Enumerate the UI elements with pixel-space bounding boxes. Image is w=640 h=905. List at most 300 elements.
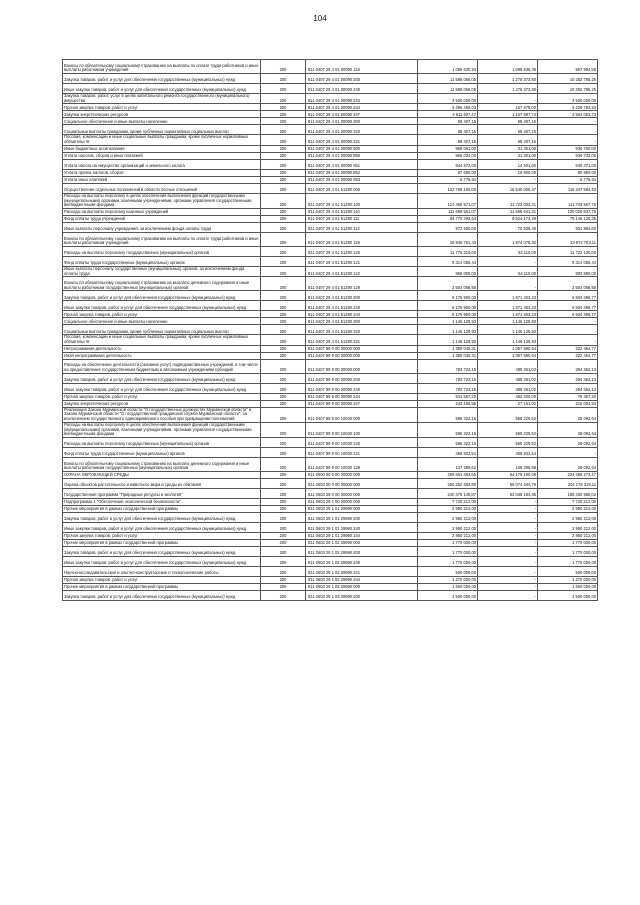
row-executed-cell: 1 146 128,93 bbox=[478, 318, 538, 325]
row-name-cell: Охрана объектов растительного и животного мира и среды их обитания bbox=[63, 478, 261, 488]
row-kbk-cell: 811 0407 29 4 01 00090 800 bbox=[306, 145, 418, 152]
row-kbk-cell: 811 0407 99 9 00 10040 100 bbox=[306, 422, 418, 437]
row-unexecuted-cell: 80 880,00 bbox=[538, 169, 598, 176]
row-executed-cell: 1 275 373,80 bbox=[478, 74, 538, 84]
row-executed-cell: 16 800,00 bbox=[478, 169, 538, 176]
row-code-cell: 200 bbox=[261, 447, 306, 457]
row-unexecuted-cell: 936 733,00 bbox=[538, 152, 598, 159]
row-unexecuted-cell: 234 486 273,47 bbox=[538, 471, 598, 478]
row-name-cell: Социальные выплаты гражданам, кроме публичных нормативных социальных выплат bbox=[63, 125, 261, 135]
row-executed-cell: 9 624 173,29 bbox=[478, 215, 538, 222]
row-code-cell: 200 bbox=[261, 232, 306, 246]
row-name-cell: Научно-исследовательские и опытно-конструкторские и технологические работы bbox=[63, 566, 261, 576]
row-code-cell: 200 bbox=[261, 311, 306, 318]
row-name-cell: Закупка энергетических ресурсов bbox=[63, 400, 261, 407]
row-executed-cell: 568 229,52 bbox=[478, 422, 538, 437]
table-row bbox=[63, 118, 598, 125]
table-row bbox=[63, 335, 598, 345]
table-row bbox=[63, 232, 598, 246]
row-approved-cell: 1 770 000,00 bbox=[418, 546, 478, 556]
row-code-cell: 200 bbox=[261, 576, 306, 583]
row-kbk-cell: 811 0603 29 1 02 29990 241 bbox=[306, 566, 418, 576]
row-kbk-cell: 811 0407 29 4 01 00090 853 bbox=[306, 176, 418, 183]
row-kbk-cell: 811 0407 29 4 01 00090 851 bbox=[306, 159, 418, 169]
row-kbk-cell: 811 0600 00 0 00 00000 000 bbox=[306, 471, 418, 478]
row-unexecuted-cell: 3 228 784,53 bbox=[538, 104, 598, 111]
table-row bbox=[63, 125, 598, 135]
row-name-cell: Уплата налогов, сборов и иных платежей bbox=[63, 152, 261, 159]
row-code-cell: 200 bbox=[261, 176, 306, 183]
row-executed-cell: - bbox=[478, 566, 538, 576]
table-row bbox=[63, 84, 598, 94]
table-row bbox=[63, 111, 598, 118]
row-unexecuted-cell: 28 092,64 bbox=[538, 437, 598, 447]
row-approved-cell: 596 322,16 bbox=[418, 422, 478, 437]
row-unexecuted-cell: 23 972 703,11 bbox=[538, 232, 598, 246]
row-unexecuted-cell: 6 504 496,77 bbox=[538, 301, 598, 311]
row-executed-cell: 11 668 641,31 bbox=[478, 208, 538, 215]
row-executed-cell: - bbox=[478, 176, 538, 183]
row-approved-cell: 68 407,15 bbox=[418, 125, 478, 135]
row-approved-cell: 1 770 000,00 bbox=[418, 556, 478, 566]
row-code-cell: 200 bbox=[261, 152, 306, 159]
row-name-cell: Социальные выплаты гражданам, кроме публичных нормативных социальных выплат bbox=[63, 325, 261, 335]
row-name-cell: Фонд оплаты труда учреждений bbox=[63, 215, 261, 222]
row-kbk-cell: 811 0407 29 4 01 51290 120 bbox=[306, 246, 418, 256]
row-executed-cell: 1 671 403,23 bbox=[478, 311, 538, 318]
row-name-cell: Закупка энергетических ресурсов bbox=[63, 111, 261, 118]
table-row bbox=[63, 505, 598, 512]
row-approved-cell: 25 946 781,43 bbox=[418, 232, 478, 246]
row-approved-cell: 968 061,00 bbox=[418, 145, 478, 152]
row-approved-cell: 2 504 068,56 bbox=[418, 277, 478, 291]
table-row bbox=[63, 266, 598, 276]
table-row bbox=[63, 169, 598, 176]
row-code-cell: 200 bbox=[261, 335, 306, 345]
row-code-cell: 200 bbox=[261, 457, 306, 471]
table-row bbox=[63, 532, 598, 539]
row-executed-cell: 14 501,00 bbox=[478, 159, 538, 169]
row-code-cell: 200 bbox=[261, 145, 306, 152]
row-code-cell: 200 bbox=[261, 393, 306, 400]
row-executed-cell: - bbox=[478, 539, 538, 546]
table-row bbox=[63, 208, 598, 215]
row-name-cell: ОХРАНА ОКРУЖАЮЩЕЙ СРЕДЫ bbox=[63, 471, 261, 478]
row-executed-cell: 70 535,40 bbox=[478, 222, 538, 232]
row-name-cell: Иные закупки товаров, работ и услуг для обеспечения государственных (муниципальных) нужд bbox=[63, 84, 261, 94]
row-approved-cell: 298 661 463,55 bbox=[418, 471, 478, 478]
row-code-cell: 200 bbox=[261, 546, 306, 556]
row-approved-cell: 8 175 900,00 bbox=[418, 291, 478, 301]
table-row bbox=[63, 291, 598, 301]
row-executed-cell: - bbox=[478, 256, 538, 266]
row-name-cell: Закупка товаров, работ и услуг для обеспечения государственных (муниципальных) нужд bbox=[63, 291, 261, 301]
row-name-cell: Взносы по обязательному социальному страхованию на выплаты по оплате труда работников и иные выплаты работникам учреждений bbox=[63, 232, 261, 246]
row-approved-cell: 1 056 630,94 bbox=[418, 60, 478, 74]
row-unexecuted-cell: 28 092,64 bbox=[538, 422, 598, 437]
row-kbk-cell: 811 0407 29 4 01 00090 321 bbox=[306, 135, 418, 145]
row-approved-cell: 68 407,15 bbox=[418, 118, 478, 125]
table-row bbox=[63, 437, 598, 447]
table-row bbox=[63, 590, 598, 600]
row-unexecuted-cell: 8 314 055,44 bbox=[538, 256, 598, 266]
table-row bbox=[63, 393, 598, 400]
row-unexecuted-cell: 215 004,93 bbox=[538, 400, 598, 407]
row-name-cell: Иная непрограммная деятельность bbox=[63, 352, 261, 359]
row-executed-cell: 31 301,00 bbox=[478, 152, 538, 159]
row-kbk-cell: 811 0407 29 4 01 51290 321 bbox=[306, 335, 418, 345]
row-kbk-cell: 811 0407 29 4 01 51290 200 bbox=[306, 291, 418, 301]
row-name-cell: Закупка товаров, работ и услуг для обеспечения государственных (муниципальных) нужд bbox=[63, 590, 261, 600]
row-code-cell: 200 bbox=[261, 193, 306, 208]
row-name-cell: Прочая закупка товаров, работ и услуг bbox=[63, 393, 261, 400]
row-unexecuted-cell: 75 146 120,35 bbox=[538, 215, 598, 222]
row-kbk-cell: 811 0407 29 4 01 51290 300 bbox=[306, 318, 418, 325]
row-executed-cell: 11 723 003,31 bbox=[478, 193, 538, 208]
row-kbk-cell: 811 0603 29 1 02 29990 244 bbox=[306, 576, 418, 583]
row-executed-cell: 489 361,02 bbox=[478, 359, 538, 373]
row-approved-cell: 1 146 128,93 bbox=[418, 335, 478, 345]
row-kbk-cell: 811 0603 29 1 01 29990 240 bbox=[306, 522, 418, 532]
row-code-cell: 200 bbox=[261, 256, 306, 266]
row-code-cell: 200 bbox=[261, 60, 306, 74]
table-row bbox=[63, 447, 598, 457]
row-code-cell: 200 bbox=[261, 505, 306, 512]
row-unexecuted-cell: 188 430 965,02 bbox=[538, 488, 598, 498]
row-code-cell: 200 bbox=[261, 135, 306, 145]
row-approved-cell: 5 778,64 bbox=[418, 176, 478, 183]
row-unexecuted-cell: 28 092,64 bbox=[538, 407, 598, 422]
row-kbk-cell: 811 0603 29 1 01 29990 244 bbox=[306, 532, 418, 539]
row-unexecuted-cell: 204 178 319,11 bbox=[538, 478, 598, 488]
row-name-cell: Расходы на выплаты персоналу казенных учреждений bbox=[63, 208, 261, 215]
row-code-cell: 200 bbox=[261, 590, 306, 600]
row-kbk-cell: 811 0407 29 4 01 00090 850 bbox=[306, 152, 418, 159]
row-unexecuted-cell: 1 770 000,00 bbox=[538, 546, 598, 556]
row-executed-cell: 27 161,02 bbox=[478, 400, 538, 407]
row-code-cell: 200 bbox=[261, 359, 306, 373]
row-executed-cell: - bbox=[478, 277, 538, 291]
row-name-cell: Прочая закупка товаров, работ и услуг bbox=[63, 576, 261, 583]
row-approved-cell: 844 872,00 bbox=[418, 159, 478, 169]
row-executed-cell: - bbox=[478, 576, 538, 583]
row-code-cell: 200 bbox=[261, 222, 306, 232]
row-code-cell: 200 bbox=[261, 266, 306, 276]
row-kbk-cell: 811 0407 29 4 01 51290 320 bbox=[306, 325, 418, 335]
row-kbk-cell: 811 0407 29 4 01 00090 240 bbox=[306, 84, 418, 94]
row-name-cell: Подпрограмма 1 "Обеспечение экологической безопасности" bbox=[63, 498, 261, 505]
row-unexecuted-cell: 294 362,13 bbox=[538, 373, 598, 383]
table-row bbox=[63, 539, 598, 546]
row-unexecuted-cell: 2 950 212,00 bbox=[538, 505, 598, 512]
row-kbk-cell: 811 0407 99 9 00 00090 000 bbox=[306, 359, 418, 373]
table-row bbox=[63, 576, 598, 583]
budget-execution-table bbox=[62, 59, 598, 601]
row-executed-cell: 1 146 128,93 bbox=[478, 325, 538, 335]
row-executed-cell: 489 361,02 bbox=[478, 383, 538, 393]
row-approved-cell: 11 598 066,05 bbox=[418, 84, 478, 94]
table-row bbox=[63, 488, 598, 498]
row-name-cell: Взносы по обязательному социальному страхованию на выплаты денежного содержания и иные выплаты работникам государственных (муниципальных) органов bbox=[63, 457, 261, 471]
row-kbk-cell: 811 0407 29 4 01 51290 000 bbox=[306, 183, 418, 193]
row-executed-cell: 31 301,00 bbox=[478, 145, 538, 152]
table-row bbox=[63, 277, 598, 291]
table-row bbox=[63, 556, 598, 566]
table-row bbox=[63, 135, 598, 145]
row-unexecuted-cell: - bbox=[538, 118, 598, 125]
row-code-cell: 200 bbox=[261, 291, 306, 301]
row-unexecuted-cell: 830 371,00 bbox=[538, 159, 598, 169]
row-code-cell: 200 bbox=[261, 325, 306, 335]
row-unexecuted-cell: - bbox=[538, 318, 598, 325]
table-row bbox=[63, 407, 598, 422]
table-row bbox=[63, 159, 598, 169]
row-name-cell: Иные закупки товаров, работ и услуг для обеспечения государственных (муниципальных) нужд bbox=[63, 383, 261, 393]
row-code-cell: 200 bbox=[261, 94, 306, 104]
row-approved-cell: 783 723,15 bbox=[418, 373, 478, 383]
table-row bbox=[63, 152, 598, 159]
row-approved-cell: 3 500 000,00 bbox=[418, 94, 478, 104]
row-kbk-cell: 811 0603 00 0 00 00000 000 bbox=[306, 478, 418, 488]
row-code-cell: 200 bbox=[261, 352, 306, 359]
row-name-cell: Закупка товаров, работ и услуг для обеспечения государственных (муниципальных) нужд bbox=[63, 373, 261, 383]
row-unexecuted-cell: 1 270 000,00 bbox=[538, 576, 598, 583]
table-row bbox=[63, 457, 598, 471]
row-name-cell: Закупка товаров, работ и услуг для обеспечения государственных (муниципальных) нужд bbox=[63, 74, 261, 84]
table-body bbox=[63, 60, 598, 601]
row-kbk-cell: 811 0407 29 4 01 00090 300 bbox=[306, 118, 418, 125]
table-row bbox=[63, 256, 598, 266]
row-executed-cell: 568 229,52 bbox=[478, 437, 538, 447]
row-approved-cell: 2 950 212,00 bbox=[418, 522, 478, 532]
row-kbk-cell: 811 0407 99 9 00 10040 121 bbox=[306, 447, 418, 457]
row-unexecuted-cell: - bbox=[538, 447, 598, 457]
row-code-cell: 200 bbox=[261, 539, 306, 546]
row-executed-cell: - bbox=[478, 556, 538, 566]
row-unexecuted-cell: 10 282 795,25 bbox=[538, 84, 598, 94]
row-code-cell: 200 bbox=[261, 111, 306, 118]
row-kbk-cell: 811 0407 29 4 01 00090 119 bbox=[306, 60, 418, 74]
row-approved-cell: 783 723,15 bbox=[418, 359, 478, 373]
row-code-cell: 200 bbox=[261, 215, 306, 222]
table-row bbox=[63, 145, 598, 152]
row-approved-cell: 4 611 607,47 bbox=[418, 111, 478, 118]
row-kbk-cell: 811 0603 29 1 03 29990 000 bbox=[306, 583, 418, 590]
table-row bbox=[63, 193, 598, 208]
row-name-cell: Реализация Закона Мурманской области "О государственных должностях Мурманской области" и Закона Мурманской области "О государственной гражданской службе Мурманской области", за исключением государственного единовременного пособия при прекращении полномочий bbox=[63, 407, 261, 422]
row-code-cell: 200 bbox=[261, 522, 306, 532]
row-executed-cell: 568 229,52 bbox=[478, 407, 538, 422]
table-row bbox=[63, 60, 598, 74]
row-code-cell: 200 bbox=[261, 583, 306, 590]
table-row bbox=[63, 183, 598, 193]
row-executed-cell: - bbox=[478, 546, 538, 556]
row-approved-cell: 1 770 000,00 bbox=[418, 539, 478, 546]
row-unexecuted-cell: 2 950 212,00 bbox=[538, 522, 598, 532]
table-row bbox=[63, 345, 598, 352]
row-code-cell: 200 bbox=[261, 383, 306, 393]
row-name-cell: Уплата прочих налогов, сборов bbox=[63, 169, 261, 176]
row-unexecuted-cell: 1 500 000,00 bbox=[538, 583, 598, 590]
row-approved-cell: 958 000,00 bbox=[418, 266, 478, 276]
row-executed-cell: 54 110,00 bbox=[478, 266, 538, 276]
table-row bbox=[63, 311, 598, 318]
row-unexecuted-cell: - bbox=[538, 325, 598, 335]
row-unexecuted-cell: 3 500 000,00 bbox=[538, 94, 598, 104]
row-approved-cell: 2 950 212,00 bbox=[418, 532, 478, 539]
row-approved-cell: 123 466 571,07 bbox=[418, 193, 478, 208]
row-kbk-cell: 811 0407 29 4 01 00090 244 bbox=[306, 104, 418, 111]
row-name-cell: Расходы на выплаты персоналу в целях обеспечения выполнения функций государственными (муниципальными) органами, казенными учреждениями, органами управления государственными внебюджетными фондами bbox=[63, 422, 261, 437]
row-approved-cell: 11 598 066,05 bbox=[418, 74, 478, 84]
row-code-cell: 200 bbox=[261, 183, 306, 193]
row-executed-cell: 1 671 403,23 bbox=[478, 301, 538, 311]
table-row bbox=[63, 318, 598, 325]
row-approved-cell: 8 175 900,00 bbox=[418, 301, 478, 311]
row-unexecuted-cell: 3 504 053,73 bbox=[538, 111, 598, 118]
row-unexecuted-cell: 6 504 496,77 bbox=[538, 311, 598, 318]
row-kbk-cell: 811 0407 99 9 00 10040 120 bbox=[306, 437, 418, 447]
row-unexecuted-cell: 7 720 212,00 bbox=[538, 498, 598, 505]
row-executed-cell: 167 675,00 bbox=[478, 104, 538, 111]
row-unexecuted-cell: 322 454,77 bbox=[538, 345, 598, 352]
row-code-cell: 200 bbox=[261, 512, 306, 522]
row-approved-cell: 260 252 693,90 bbox=[418, 478, 478, 488]
row-kbk-cell: 811 0603 29 0 00 00000 000 bbox=[306, 488, 418, 498]
row-name-cell: Прочие мероприятия в рамках государственной программы bbox=[63, 539, 261, 546]
row-approved-cell: 111 689 561,07 bbox=[418, 208, 478, 215]
row-executed-cell: - bbox=[478, 583, 538, 590]
row-executed-cell: - bbox=[478, 532, 538, 539]
row-kbk-cell: 811 0407 29 4 01 00090 852 bbox=[306, 169, 418, 176]
row-code-cell: 200 bbox=[261, 532, 306, 539]
row-code-cell: 200 bbox=[261, 84, 306, 94]
row-name-cell: Расходы на выплаты персоналу государственных (муниципальных) органов bbox=[63, 437, 261, 447]
row-unexecuted-cell: 1 500 000,00 bbox=[538, 590, 598, 600]
row-code-cell: 200 bbox=[261, 437, 306, 447]
row-kbk-cell: 811 0603 29 1 02 29990 240 bbox=[306, 556, 418, 566]
row-kbk-cell: 811 0407 99 9 00 00000 000 bbox=[306, 352, 418, 359]
row-approved-cell: 8 314 055,44 bbox=[418, 256, 478, 266]
row-code-cell: 200 bbox=[261, 246, 306, 256]
row-unexecuted-cell: - bbox=[538, 125, 598, 135]
row-code-cell: 200 bbox=[261, 104, 306, 111]
row-approved-cell: 240 476 149,87 bbox=[418, 488, 478, 498]
row-approved-cell: 783 723,15 bbox=[418, 383, 478, 393]
row-name-cell: Закупка товаров, работ, услуг в целях капитального ремонта государственного (муниципального) имущества bbox=[63, 94, 261, 104]
row-name-cell: Закупка товаров, работ и услуг для обеспечения государственных (муниципальных) нужд bbox=[63, 546, 261, 556]
row-name-cell: Прочая закупка товаров, работ и услуг bbox=[63, 532, 261, 539]
row-name-cell: Прочие мероприятия в рамках государственной программы bbox=[63, 505, 261, 512]
row-executed-cell: 68 407,15 bbox=[478, 125, 538, 135]
row-name-cell: Фонд оплаты труда государственных (муниципальных) органов bbox=[63, 447, 261, 457]
row-code-cell: 200 bbox=[261, 118, 306, 125]
row-executed-cell: 458 932,54 bbox=[478, 447, 538, 457]
row-code-cell: 200 bbox=[261, 301, 306, 311]
row-kbk-cell: 811 0407 99 9 00 00090 240 bbox=[306, 383, 418, 393]
row-unexecuted-cell: - bbox=[538, 335, 598, 345]
row-executed-cell: 54 110,00 bbox=[478, 246, 538, 256]
row-approved-cell: 11 776 210,00 bbox=[418, 246, 478, 256]
row-kbk-cell: 811 0407 29 4 01 51290 122 bbox=[306, 266, 418, 276]
row-name-cell: Взносы по обязательному социальному страхованию на выплаты денежного содержания и иные выплаты работникам государственных (муниципальных) органов bbox=[63, 277, 261, 291]
row-unexecuted-cell: 1 770 000,00 bbox=[538, 556, 598, 566]
table-row bbox=[63, 104, 598, 111]
row-kbk-cell: 811 0603 29 1 01 29990 000 bbox=[306, 505, 418, 512]
row-kbk-cell: 811 0603 29 1 01 29990 200 bbox=[306, 512, 418, 522]
row-unexecuted-cell: - bbox=[538, 135, 598, 145]
row-executed-cell: 52 045 184,85 bbox=[478, 488, 538, 498]
row-code-cell: 200 bbox=[261, 400, 306, 407]
row-approved-cell: 242 165,95 bbox=[418, 400, 478, 407]
row-approved-cell: 68 407,15 bbox=[418, 135, 478, 145]
row-approved-cell: 972 500,00 bbox=[418, 222, 478, 232]
row-unexecuted-cell: 116 247 584,53 bbox=[538, 183, 598, 193]
row-code-cell: 200 bbox=[261, 159, 306, 169]
row-code-cell: 200 bbox=[261, 478, 306, 488]
row-code-cell: 200 bbox=[261, 556, 306, 566]
row-name-cell: Фонд оплаты труда государственных (муниципальных) органов bbox=[63, 256, 261, 266]
row-executed-cell: - bbox=[478, 512, 538, 522]
row-code-cell: 200 bbox=[261, 345, 306, 352]
row-executed-cell: 1 057 590,54 bbox=[478, 345, 538, 352]
row-kbk-cell: 811 0407 29 4 01 51290 121 bbox=[306, 256, 418, 266]
row-unexecuted-cell: 2 950 212,00 bbox=[538, 512, 598, 522]
row-code-cell: 200 bbox=[261, 471, 306, 478]
row-executed-cell: 462 200,00 bbox=[478, 393, 538, 400]
row-approved-cell: 1 380 045,31 bbox=[418, 352, 478, 359]
row-unexecuted-cell: 500 000,00 bbox=[538, 566, 598, 576]
row-name-cell: Взносы по обязательному социальному страхованию на выплаты по оплате труда работников и иные выплаты работникам учреждений bbox=[63, 60, 261, 74]
table-row bbox=[63, 383, 598, 393]
row-executed-cell: - bbox=[478, 498, 538, 505]
row-kbk-cell: 811 0407 29 4 01 00090 243 bbox=[306, 94, 418, 104]
row-executed-cell: 1 974 078,32 bbox=[478, 232, 538, 246]
table-row bbox=[63, 359, 598, 373]
row-kbk-cell: 811 0407 99 9 00 10040 129 bbox=[306, 457, 418, 471]
row-kbk-cell: 811 0407 99 9 00 00090 200 bbox=[306, 373, 418, 383]
row-unexecuted-cell: 1 770 000,00 bbox=[538, 539, 598, 546]
row-kbk-cell: 811 0407 29 4 01 00090 200 bbox=[306, 74, 418, 84]
row-name-cell: Пособия, компенсации и иные социальные выплаты гражданам, кроме публичных нормативных обязательств bbox=[63, 335, 261, 345]
row-unexecuted-cell: 28 092,64 bbox=[538, 457, 598, 471]
row-executed-cell: 109 296,98 bbox=[478, 457, 538, 471]
row-unexecuted-cell: 294 362,13 bbox=[538, 359, 598, 373]
row-code-cell: 200 bbox=[261, 125, 306, 135]
row-name-cell: Прочие мероприятия в рамках государственной программы bbox=[63, 583, 261, 590]
row-unexecuted-cell: 2 504 068,56 bbox=[538, 277, 598, 291]
row-code-cell: 200 bbox=[261, 277, 306, 291]
row-approved-cell: 1 146 128,93 bbox=[418, 318, 478, 325]
row-kbk-cell: 811 0407 99 9 00 00090 244 bbox=[306, 393, 418, 400]
row-code-cell: 200 bbox=[261, 373, 306, 383]
row-approved-cell: 97 680,00 bbox=[418, 169, 478, 176]
row-unexecuted-cell: 294 362,13 bbox=[538, 383, 598, 393]
table-row bbox=[63, 478, 598, 488]
row-executed-cell: 68 407,15 bbox=[478, 118, 538, 125]
row-name-cell: Иные выплаты персоналу учреждений, за исключением фонда оплаты труда bbox=[63, 222, 261, 232]
page-number: 104 bbox=[313, 14, 327, 23]
row-name-cell: Расходы на обеспечение деятельности (оказание услуг) подведомственных учреждений, в том числе на предоставление государственным бюджетным и автономным учреждениям субсидий bbox=[63, 359, 261, 373]
table-row bbox=[63, 522, 598, 532]
table-row bbox=[63, 215, 598, 222]
row-name-cell: Прочая закупка товаров, работ и услуг bbox=[63, 104, 261, 111]
row-kbk-cell: 811 0407 29 4 01 51290 100 bbox=[306, 193, 418, 208]
row-code-cell: 200 bbox=[261, 318, 306, 325]
row-executed-cell: 56 074 344,79 bbox=[478, 478, 538, 488]
row-kbk-cell: 811 0603 29 1 02 29990 000 bbox=[306, 539, 418, 546]
row-name-cell: Закупка товаров, работ и услуг для обеспечения государственных (муниципальных) нужд bbox=[63, 512, 261, 522]
